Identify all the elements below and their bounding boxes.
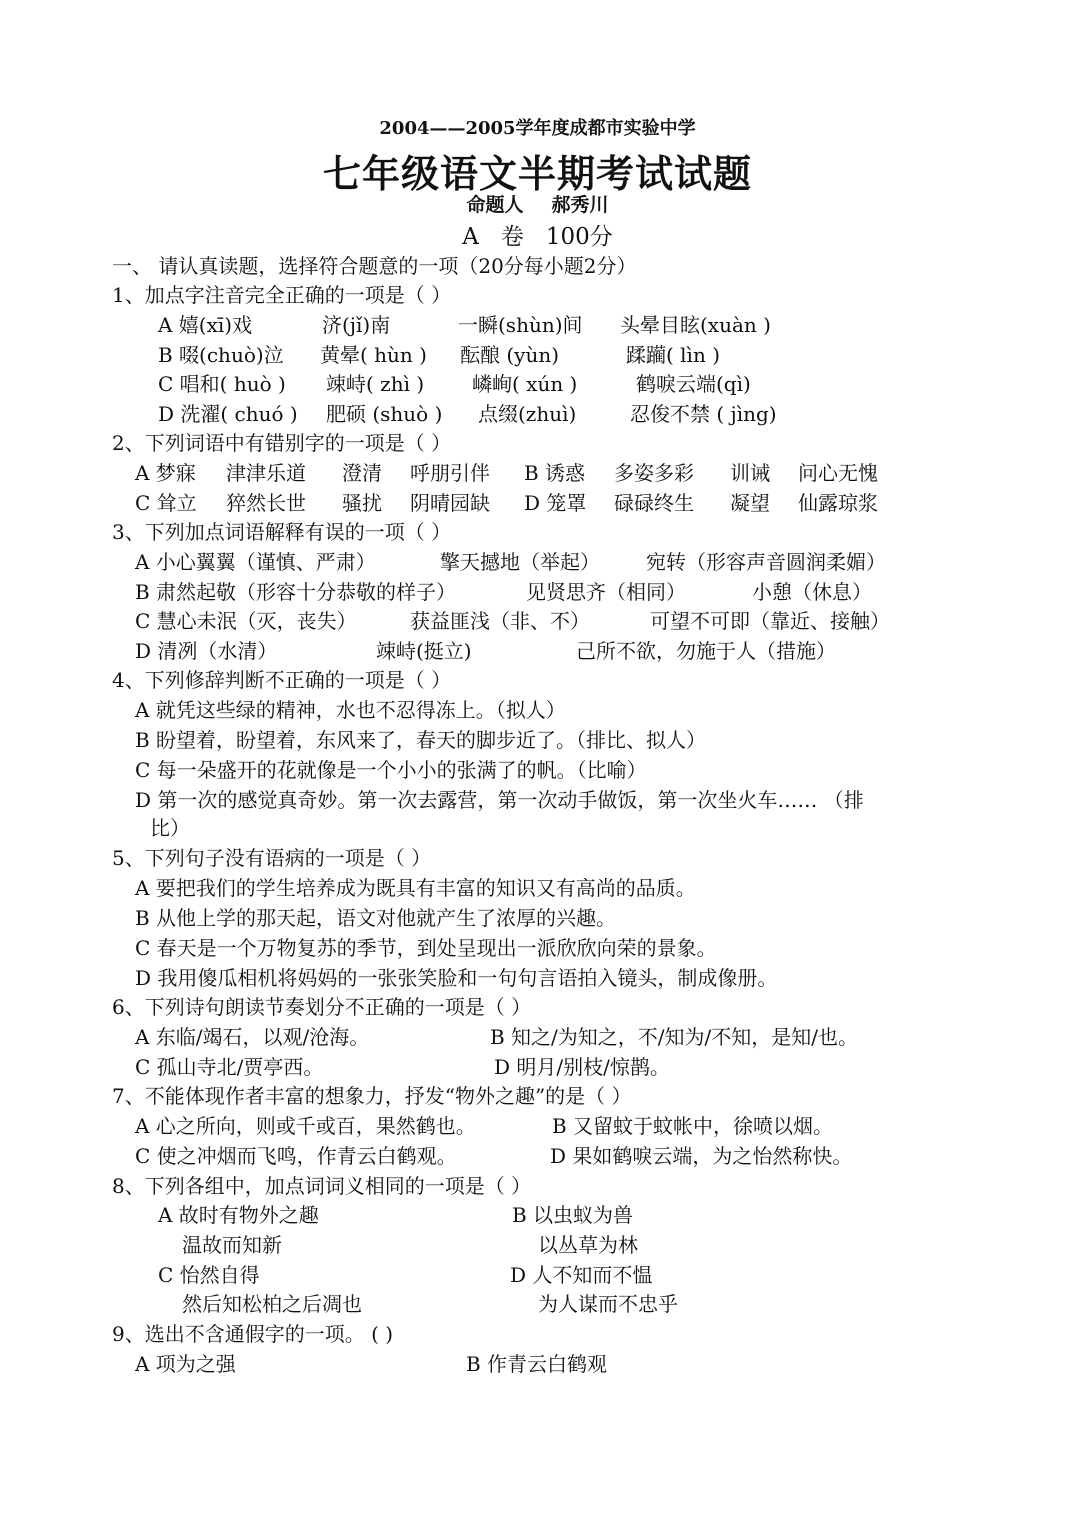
option-a-line2: 温故而知新 [182,1233,282,1257]
option-text: 忍俊不禁 ( jìng) [630,402,777,426]
option-b: B 盼望着，盼望着，东风来了，春天的脚步近了。（排比、拟人） [135,728,707,752]
option-b: B 又留蚊于蚊帐中，徐喷以烟。 [552,1114,834,1138]
option-d-line2: 为人谋而不忠乎 [538,1292,678,1316]
part-juan: 卷 [500,224,524,250]
option-text: 小憩（休息） [752,580,872,604]
option-text: C 慧心未泯（灭，丧失） [135,609,357,633]
option-text: 肥硕 (shuò ) [326,402,443,426]
option-text: 津津乐道 [226,461,306,485]
option-text: 一瞬(shùn)间 [458,313,583,337]
option-c-line2: 然后知松柏之后凋也 [182,1292,362,1316]
question-9-stem: 9、选出不含通假字的一项。 ( ) [112,1322,394,1346]
question-5-stem: 5、下列句子没有语病的一项是（ ） [112,846,432,870]
question-7-stem: 7、不能体现作者丰富的想象力，抒发“物外之趣”的是（ ） [112,1084,632,1108]
option-text: 鹤唳云端(qì) [636,372,751,396]
part-heading [0,218,1075,251]
question-1-stem: 1、加点字注音完全正确的一项是（ ） [112,283,452,307]
exam-title: 七年级语文半期考试试题 [322,151,752,196]
option-text: 酝酿 (yùn) [460,343,560,367]
option-text: 竦峙(挺立) [376,639,472,663]
option-a: A 就凭这些绿的精神，水也不忍得冻上。（拟人） [135,698,566,722]
option-text: 呼朋引伴 [410,461,490,485]
author-name: 郝秀川 [551,194,609,216]
option-b-line2: 以丛草为林 [538,1233,638,1257]
option-text: 宛转（形容声音圆润柔媚） [646,550,886,574]
option-text: 点缀(zhuì) [478,402,577,426]
option-a: A 项为之强 [135,1352,236,1376]
option-text: A 嬉(xī)戏 [158,313,253,337]
option-a: A 故时有物外之趣 [158,1203,319,1227]
option-text: 问心无愧 [798,461,878,485]
option-text: D 洗濯( chuó ) [158,402,298,426]
option-text: C 唱和( huò ) [158,372,286,396]
option-text: D 清冽（水清） [135,639,278,663]
part-score: 100分 [545,224,613,250]
option-text: D 笼罩 [524,491,587,515]
option-c: C 孤山寺北/贾亭西。 [135,1055,324,1079]
option-b: B 知之/为知之，不/知为/不知，是知/也。 [490,1025,859,1049]
question-2-stem: 2、下列词语中有错别字的一项是（ ） [112,431,452,455]
question-3-stem: 3、下列加点词语解释有误的一项（ ） [112,520,452,544]
option-text: 蹂躏( lìn ) [626,343,720,367]
option-text: 可望不可即（靠近、接触） [650,609,890,633]
option-text: 凝望 [730,491,770,515]
option-text: B 诱惑 [524,461,586,485]
option-text: C 耸立 [135,491,197,515]
option-text: 头晕目眩(xuàn ) [620,313,771,337]
option-d: D 我用傻瓜相机将妈妈的一张张笑脸和一句句言语拍入镜头，制成像册。 [135,966,778,990]
option-a: A 东临/竭石，以观/沧海。 [135,1025,370,1049]
option-text: 澄清 [342,461,382,485]
option-d: D 人不知而不愠 [510,1263,653,1287]
option-text: A 小心翼翼（谨慎、严肃） [135,550,376,574]
exam-subtitle: 2004——2005学年度成都市实验中学 [379,118,696,139]
option-text: 擎天撼地（举起） [440,550,600,574]
option-c: C 春天是一个万物复苏的季节，到处呈现出一派欣欣向荣的景象。 [135,936,717,960]
option-text: 己所不欲，勿施于人（措施） [576,639,836,663]
option-text: 碌碌终生 [614,491,694,515]
option-b: B 以虫蚁为兽 [512,1203,634,1227]
author-line [0,190,1075,217]
option-d: D 第一次的感觉真奇妙。第一次去露营，第一次动手做饭，第一次坐火车…… （排 [135,788,864,812]
option-d-continued: 比） [150,816,190,840]
option-text: B 肃然起敬（形容十分恭敬的样子） [135,580,457,604]
author-label: 命题人 [466,194,524,216]
option-text: 骚扰 [342,491,382,515]
option-a: A 心之所向，则或千或百，果然鹤也。 [135,1114,476,1138]
option-text: 训诫 [730,461,770,485]
option-text: 竦峙( zhì ) [326,372,425,396]
option-text: 仙露琼浆 [798,491,878,515]
part-letter: A [462,224,479,250]
option-text: 多姿多彩 [614,461,694,485]
option-c: C 怡然自得 [158,1263,260,1287]
option-b: B 作青云白鹤观 [466,1352,608,1376]
option-b: B 从他上学的那天起，语文对他就产生了浓厚的兴趣。 [135,906,617,930]
option-text: 黄晕( hùn ) [320,343,427,367]
question-6-stem: 6、下列诗句朗读节奏划分不正确的一项是（ ） [112,995,532,1019]
option-a: A 要把我们的学生培养成为既具有丰富的知识又有高尚的品质。 [135,876,696,900]
option-text: B 啜(chuò)泣 [158,343,284,367]
option-text: 阴晴园缺 [410,491,490,515]
option-c: C 每一朵盛开的花就像是一个小小的张满了的帆。（比喻） [135,758,647,782]
option-d: D 明月/别枝/惊鹊。 [494,1055,670,1079]
option-text: A 梦寐 [135,461,196,485]
section-heading: 一、 请认真读题，选择符合题意的一项（20分每小题2分） [112,254,637,278]
option-text: 获益匪浅（非、不） [410,609,590,633]
question-8-stem: 8、下列各组中，加点词词义相同的一项是（ ） [112,1174,532,1198]
option-text: 猝然长世 [226,491,306,515]
option-text: 嶙峋( xún ) [472,372,578,396]
option-text: 济(jǐ)南 [322,313,391,337]
question-4-stem: 4、下列修辞判断不正确的一项是（ ） [112,668,452,692]
option-c: C 使之冲烟而飞鸣，作青云白鹤观。 [135,1144,457,1168]
option-d: D 果如鹤唳云端，为之怡然称快。 [550,1144,853,1168]
option-text: 见贤思齐（相同） [526,580,686,604]
